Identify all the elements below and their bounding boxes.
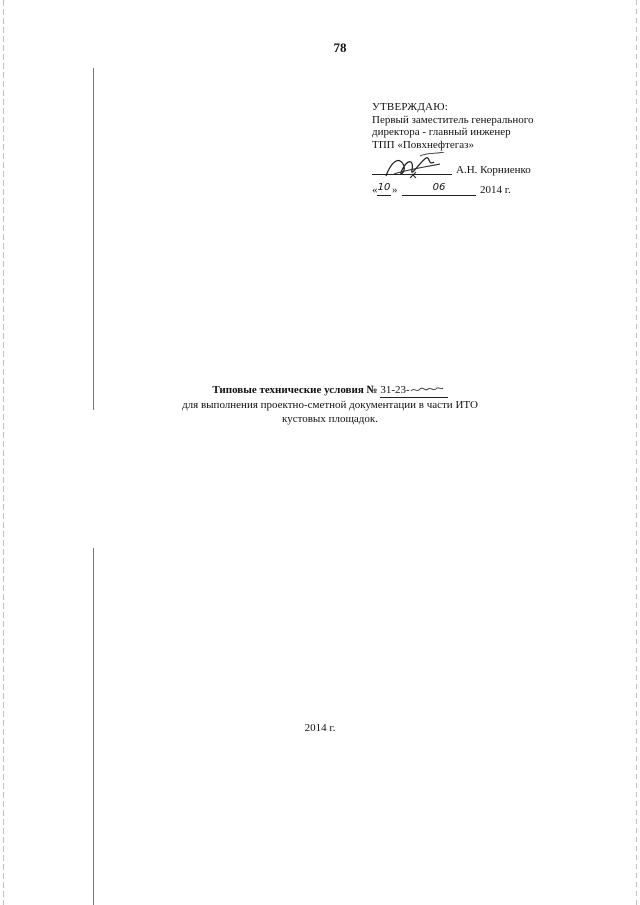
document-title-block — [140, 383, 520, 426]
signature-row — [372, 158, 612, 180]
approval-organization: ТПП «Повхнефтегаз» — [372, 138, 474, 151]
margin-line-bottom — [93, 548, 94, 905]
approval-date — [372, 182, 612, 200]
date-month: 06 — [402, 182, 476, 196]
footer-year: 2014 г. — [304, 722, 336, 734]
document-heading — [140, 383, 520, 398]
handwritten-signature — [380, 152, 450, 184]
date-quote-close: » — [392, 184, 398, 196]
document-subtitle-line2: кустовых площадок. — [282, 413, 378, 425]
scan-edge-left — [3, 0, 4, 905]
approval-position-line1: Первый заместитель генерального — [372, 113, 534, 126]
document-subtitle-line1: для выполнения проектно-сметной документации в части ИТО — [182, 399, 478, 411]
signer-name: А.Н. Корниенко — [456, 164, 531, 176]
document-number — [380, 383, 447, 398]
date-day: 10 — [377, 182, 391, 196]
document-number-text: 31-23- — [380, 384, 410, 396]
scan-edge-right — [636, 0, 637, 905]
approval-title: УТВЕРЖДАЮ: — [372, 101, 448, 113]
approval-position-line2: директора - главный инженер — [372, 126, 511, 138]
date-quote-open: « — [372, 184, 378, 196]
handwritten-number-scribble — [410, 385, 444, 394]
margin-line-top — [93, 68, 94, 410]
date-year: 2014 г. — [480, 184, 511, 196]
page-number: 78 — [333, 40, 347, 55]
document-heading-prefix: Типовые технические условия № — [212, 384, 381, 396]
approval-block — [372, 101, 612, 151]
